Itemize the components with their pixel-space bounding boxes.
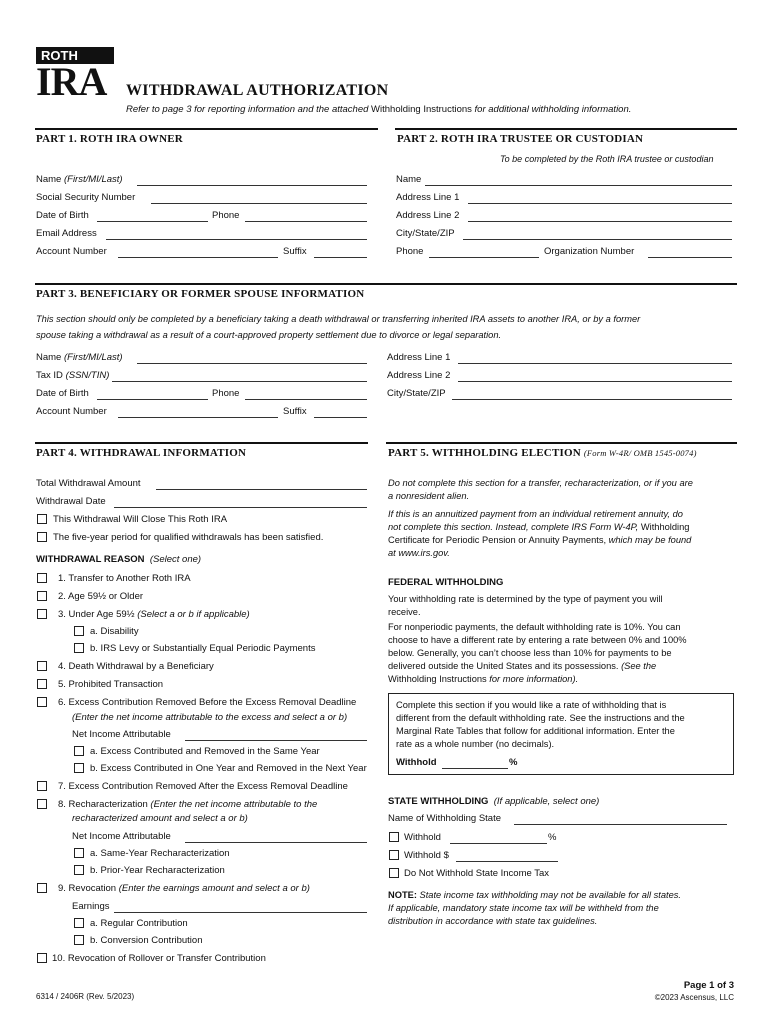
reason-8-nia-label: Net Income Attributable xyxy=(72,831,171,842)
part2-rule xyxy=(395,128,737,130)
bene-account-field[interactable] xyxy=(118,416,278,418)
part4-heading: PART 4. WITHDRAWAL INFORMATION xyxy=(36,447,247,459)
owner-phone-field[interactable] xyxy=(245,220,367,222)
trustee-name-label: Name xyxy=(396,174,422,185)
reason-9b-label: b. Conversion Contribution xyxy=(90,935,203,946)
reason-9-checkbox[interactable] xyxy=(37,883,47,893)
reason-3-checkbox[interactable] xyxy=(37,609,47,619)
reason-7-checkbox[interactable] xyxy=(37,781,47,791)
reason-6a-label: a. Excess Contributed and Removed in the Same Year xyxy=(90,746,320,757)
reason-6b-label: b. Excess Contributed in One Year and Removed in the Next Year xyxy=(90,763,367,774)
bene-suffix-field[interactable] xyxy=(314,416,367,418)
form-number: 6314 / 2406R (Rev. 5/2023) xyxy=(36,992,135,1001)
withhold-rate-label: Withhold xyxy=(396,757,437,768)
bene-name-label: Name (First/MI/Last) xyxy=(36,352,123,363)
bene-taxid-label: Tax ID (SSN/TIN) xyxy=(36,370,110,381)
ira-logo: IRA xyxy=(36,59,107,104)
total-withdrawal-label: Total Withdrawal Amount xyxy=(36,478,141,489)
part1-rule xyxy=(35,128,378,130)
reason-7-label: 7. Excess Contribution Removed After the Excess Removal Deadline xyxy=(58,781,348,792)
part5-transfer-note: Do not complete this section for a transfer, recharacterization, or if you are a nonresident alien. xyxy=(388,478,693,501)
reason-9a-label: a. Regular Contribution xyxy=(90,918,188,929)
state-withhold-pct-checkbox[interactable] xyxy=(389,832,399,842)
owner-ssn-field[interactable] xyxy=(151,202,367,204)
roth-badge: ROTH xyxy=(36,47,114,64)
page-title: WITHDRAWAL AUTHORIZATION xyxy=(126,82,389,99)
bene-name-field[interactable] xyxy=(137,362,367,364)
part3-rule xyxy=(35,283,737,285)
part5-annuity-note: If this is an annuitized payment from an individual retirement annuity, do not complete this section. Instead, complete IRS Form W-4P, Withholding Certificate for Periodic Pension or Annuity Payments, which may be found at www.irs.gov. xyxy=(388,509,692,558)
reason-8-checkbox[interactable] xyxy=(37,799,47,809)
copyright: ©2023 Ascensus, LLC xyxy=(654,993,734,1002)
reason-8b-checkbox[interactable] xyxy=(74,865,84,875)
reason-9b-checkbox[interactable] xyxy=(74,935,84,945)
bene-suffix-label: Suffix xyxy=(283,406,307,417)
withholding-rate-text: Complete this section if you would like a rate of withholding that is different from the default withholding rate. See the instructions and the Marginal Rate Tables that follow for additional information. Enter the rate as a whole number (no decimals). xyxy=(396,700,685,749)
federal-withholding-text: Your withholding rate is determined by the type of payment you will receive. For nonperiodic payments, the default withholding rate is 10%. You can choose to have a different rate by entering a rate between 0% and 100% below. Generally, you can’t choose less than 10% for payments to be delivered outside the United States and its possessions. (See the Withholding Instructions for more information). xyxy=(388,594,687,684)
reason-8a-label: a. Same-Year Recharacterization xyxy=(90,848,230,859)
part4-rule xyxy=(35,442,368,444)
bene-addr2-label: Address Line 2 xyxy=(387,370,451,381)
five-year-checkbox[interactable] xyxy=(37,532,47,542)
trustee-addr2-field[interactable] xyxy=(468,220,732,222)
reason-6-label: 6. Excess Contribution Removed Before the Excess Removal Deadline xyxy=(58,697,357,708)
reason-4-checkbox[interactable] xyxy=(37,661,47,671)
reason-9-earnings-label: Earnings xyxy=(72,901,110,912)
bene-addr1-field[interactable] xyxy=(458,362,732,364)
reason-1-checkbox[interactable] xyxy=(37,573,47,583)
reason-4-label: 4. Death Withdrawal by a Beneficiary xyxy=(58,661,214,672)
reason-6b-checkbox[interactable] xyxy=(74,763,84,773)
part2-note: To be completed by the Roth IRA trustee or custodian xyxy=(500,154,714,164)
bene-dob-field[interactable] xyxy=(97,398,208,400)
bene-addr1-label: Address Line 1 xyxy=(387,352,451,363)
owner-ssn-label: Social Security Number xyxy=(36,192,136,203)
owner-name-field[interactable] xyxy=(137,184,367,186)
trustee-org-label: Organization Number xyxy=(544,246,635,257)
state-withhold-pct-sign: % xyxy=(548,832,557,843)
owner-email-label: Email Address xyxy=(36,228,97,239)
part5-rule xyxy=(386,442,737,444)
reason-8a-checkbox[interactable] xyxy=(74,848,84,858)
subtitle-text-end: for additional withholding information. xyxy=(474,104,632,115)
bene-taxid-field[interactable] xyxy=(112,380,367,382)
total-withdrawal-field[interactable] xyxy=(156,488,367,490)
subtitle-link: Withholding Instructions xyxy=(371,104,472,115)
owner-dob-field[interactable] xyxy=(97,220,208,222)
owner-account-field[interactable] xyxy=(118,256,278,258)
reason-8-note: recharacterized amount and select a or b) xyxy=(72,813,248,824)
state-withhold-pct-label: Withhold xyxy=(404,832,441,843)
trustee-addr1-label: Address Line 1 xyxy=(396,192,460,203)
reason-6-checkbox[interactable] xyxy=(37,697,47,707)
state-withholding-title: STATE WITHHOLDING (If applicable, select one) xyxy=(388,796,600,807)
state-withhold-pct-field[interactable] xyxy=(450,842,547,844)
withhold-rate-field[interactable] xyxy=(442,767,508,769)
close-ira-checkbox[interactable] xyxy=(37,514,47,524)
reason-6-nia-label: Net Income Attributable xyxy=(72,729,171,740)
state-withhold-amt-field[interactable] xyxy=(456,860,558,862)
owner-name-label: Name (First/MI/Last) xyxy=(36,174,123,185)
trustee-city-label: City/State/ZIP xyxy=(396,228,455,239)
reason-6-note: (Enter the net income attributable to the excess and select a or b) xyxy=(72,712,348,723)
reason-9-earnings-field[interactable] xyxy=(114,911,367,913)
reason-3a-checkbox[interactable] xyxy=(74,626,84,636)
owner-email-field[interactable] xyxy=(106,238,367,240)
reason-6a-checkbox[interactable] xyxy=(74,746,84,756)
owner-account-label: Account Number xyxy=(36,246,107,257)
owner-phone-label: Phone xyxy=(212,210,240,221)
reason-6-nia-field[interactable] xyxy=(185,739,367,741)
bene-account-label: Account Number xyxy=(36,406,107,417)
reason-8b-label: b. Prior-Year Recharacterization xyxy=(90,865,225,876)
part1-heading: PART 1. ROTH IRA OWNER xyxy=(36,133,183,145)
reason-3b-label: b. IRS Levy or Substantially Equal Periodic Payments xyxy=(90,643,316,654)
withdrawal-date-label: Withdrawal Date xyxy=(36,496,106,507)
withdrawal-date-field[interactable] xyxy=(114,506,367,508)
reason-10-label: 10. Revocation of Rollover or Transfer Contribution xyxy=(52,953,266,964)
reason-8-nia-field[interactable] xyxy=(185,841,367,843)
federal-withholding-title: FEDERAL WITHHOLDING xyxy=(388,577,504,588)
reason-5-label: 5. Prohibited Transaction xyxy=(58,679,164,690)
page-subtitle xyxy=(126,104,631,115)
state-withhold-amt-checkbox[interactable] xyxy=(389,850,399,860)
owner-suffix-label: Suffix xyxy=(283,246,307,257)
part2-heading: PART 2. ROTH IRA TRUSTEE OR CUSTODIAN xyxy=(397,133,644,145)
reason-8-label: 8. Recharacterization (Enter the net income attributable to the xyxy=(58,799,318,810)
reason-5-checkbox[interactable] xyxy=(37,679,47,689)
page-number: Page 1 of 3 xyxy=(683,980,734,991)
bene-city-label: City/State/ZIP xyxy=(387,388,446,399)
reason-9-label: 9. Revocation (Enter the earnings amount and select a or b) xyxy=(58,883,310,894)
state-name-label: Name of Withholding State xyxy=(388,813,502,824)
reason-2-label: 2. Age 59½ or Older xyxy=(58,591,144,602)
owner-dob-label: Date of Birth xyxy=(36,210,89,221)
withhold-rate-pct: % xyxy=(509,757,518,768)
state-no-withhold-label: Do Not Withhold State Income Tax xyxy=(404,868,550,879)
close-ira-label: This Withdrawal Will Close This Roth IRA xyxy=(53,514,228,525)
trustee-city-field[interactable] xyxy=(463,238,732,240)
reason-3-label: 3. Under Age 59½ (Select a or b if applicable) xyxy=(58,609,250,620)
state-note: NOTE: State income tax withholding may not be available for all states. If applicable, mandatory state income tax will be withheld from the distribution in accordance with state tax guidelines. xyxy=(388,890,681,926)
part3-intro: This section should only be completed by a beneficiary taking a death withdrawal or transferring inherited IRA assets to another IRA, or by a former spouse taking a withdrawal as a result of a court-approved property settlement due to divorce or legal separation. xyxy=(36,314,641,340)
reason-2-checkbox[interactable] xyxy=(37,591,47,601)
reason-1-label: 1. Transfer to Another Roth IRA xyxy=(58,573,191,584)
state-withhold-amt-label: Withhold $ xyxy=(404,850,449,861)
subtitle-text: Refer to page 3 for reporting information and the attached xyxy=(126,104,369,115)
withdrawal-reason-title: WITHDRAWAL REASON (Select one) xyxy=(36,554,202,565)
trustee-addr2-label: Address Line 2 xyxy=(396,210,460,221)
bene-dob-label: Date of Birth xyxy=(36,388,89,399)
bene-phone-field[interactable] xyxy=(245,398,367,400)
trustee-addr1-field[interactable] xyxy=(468,202,732,204)
state-no-withhold-checkbox[interactable] xyxy=(389,868,399,878)
reason-3b-checkbox[interactable] xyxy=(74,643,84,653)
trustee-phone-label: Phone xyxy=(396,246,424,257)
state-name-field[interactable] xyxy=(514,823,727,825)
five-year-label: The five-year period for qualified withdrawals has been satisfied. xyxy=(53,532,324,543)
reason-10-checkbox[interactable] xyxy=(37,953,47,963)
reason-3a-label: a. Disability xyxy=(90,626,139,637)
bene-city-field[interactable] xyxy=(452,398,732,400)
trustee-name-field[interactable] xyxy=(425,184,732,186)
trustee-org-field[interactable] xyxy=(648,256,732,258)
bene-addr2-field[interactable] xyxy=(458,380,732,382)
trustee-phone-field[interactable] xyxy=(429,256,539,258)
owner-suffix-field[interactable] xyxy=(314,256,367,258)
reason-9a-checkbox[interactable] xyxy=(74,918,84,928)
part3-heading: PART 3. BENEFICIARY OR FORMER SPOUSE INFORMATION xyxy=(36,288,365,300)
part5-heading: PART 5. WITHHOLDING ELECTION (Form W-4R/ OMB 1545-0074) xyxy=(388,447,697,459)
bene-phone-label: Phone xyxy=(212,388,240,399)
